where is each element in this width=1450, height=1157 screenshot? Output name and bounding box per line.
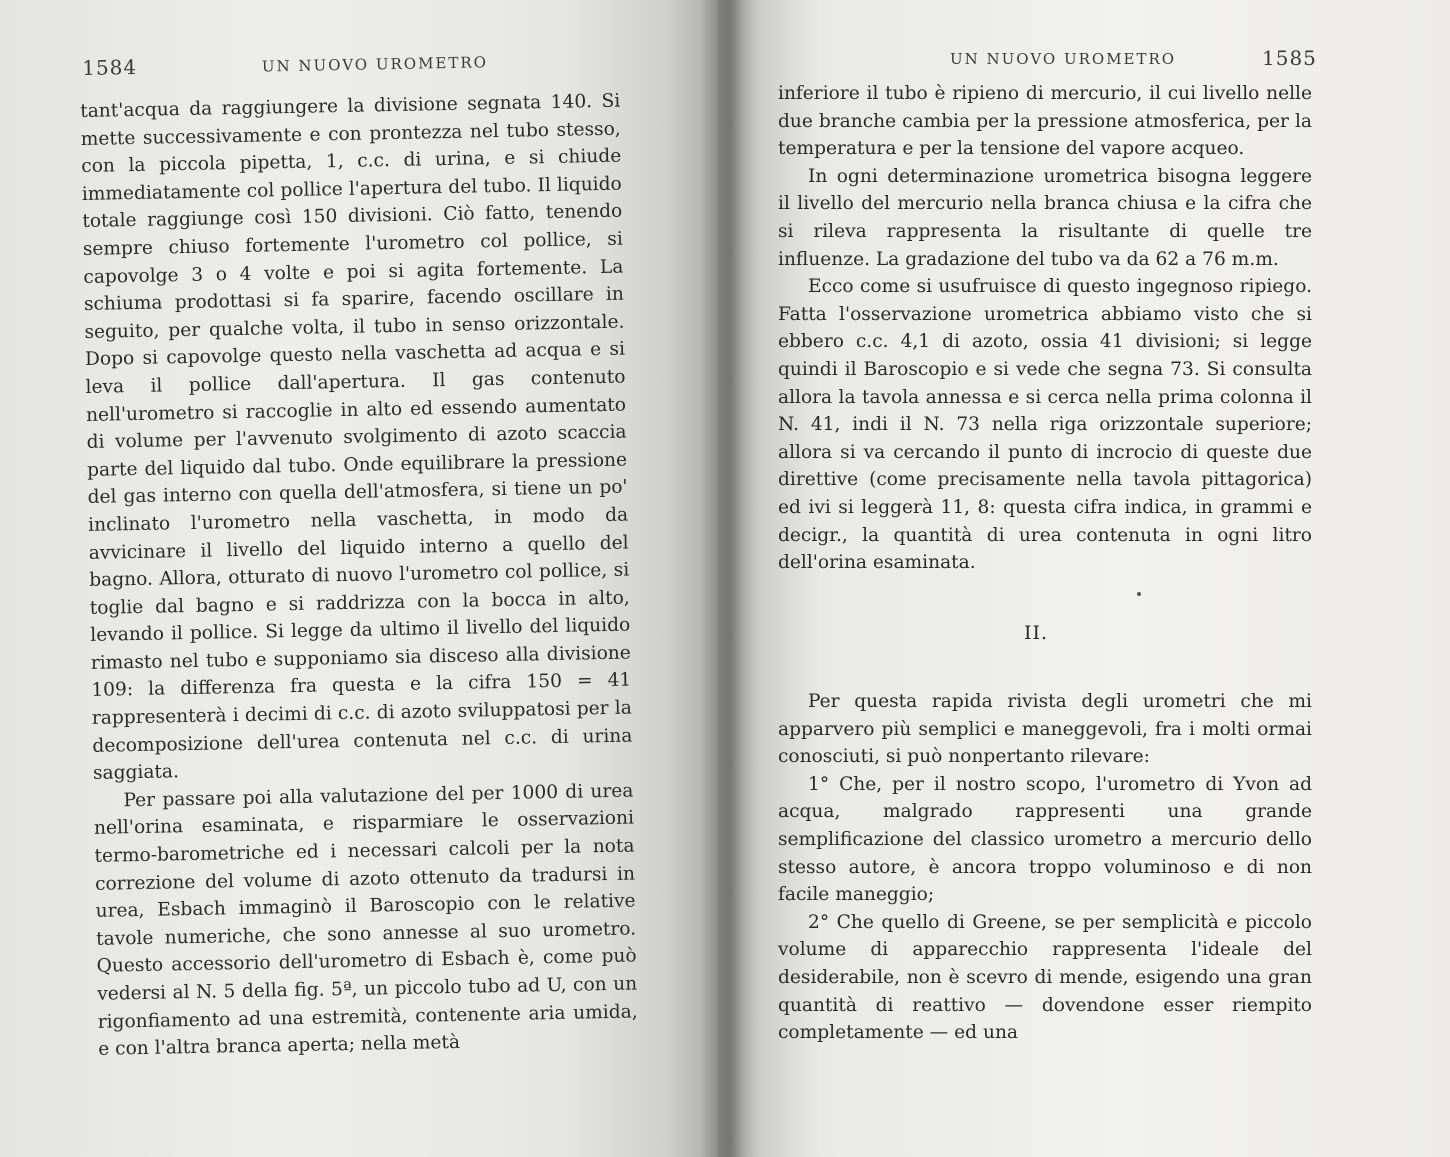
section-paragraph: 1° Che, per il nostro scopo, l'urometro di Yvon ad acqua, malgrado rappresenti una grande semplificazione del classico urometro a mercurio dello stesso autore, è ancora troppo voluminoso e di non facile maneggio; bbox=[778, 773, 1312, 906]
section-text bbox=[778, 688, 1312, 1047]
left-running-title: UN NUOVO UROMETRO bbox=[261, 53, 489, 76]
left-page-number: 1584 bbox=[82, 54, 138, 80]
left-paragraph: tant'acqua da raggiungere la divisione segnata 140. Si mette successivamente e con prontezza nel tubo stesso, con la piccola pipetta, 1, c.c. di urina, e si chiude immediatamente col pollice l'apertura del tubo. Il liquido totale raggiunge così 150 divisioni. Ciò fatto, tenendo sempre chiuso fortemente l'urometro col pollice, si capovolge 3 o 4 volte e poi si agita fortemente. La schiuma prodottasi si fa sparire, facendo oscillare in seguito, per qualche volta, il tubo in senso orizzontale. Dopo si capovolge questo nella vaschetta ad acqua e si leva il pollice dall'apertura. Il gas contenuto nell'urometro si raccoglie in alto ed essendo aumentato di volume per l'avvenuto svolgimento di azoto scaccia parte del liquido dal tubo. Onde equilibrare la pressione del gas interno con quella dell'atmosfera, si tiene un po' inclinato l'urometro nella vaschetta, in modo da avvicinare il livello del liquido interno a quello del bagno. Allora, otturato di nuovo l'urometro col pollice, si toglie dal bagno e si raddrizza con la bocca in alto, levando il pollice. Si legge da ultimo il livello del liquido rimasto nel tubo e supponiamo sia disceso alla divisione 109: la differenza fra questa e la cifra 150 = 41 rappresenterà i decimi di c.c. di azoto sviluppatosi per la decomposizione dell'urea contenuta nel c.c. di urina saggiata. bbox=[80, 90, 633, 785]
right-page-number: 1585 bbox=[1262, 46, 1317, 70]
section-heading: II. bbox=[1024, 622, 1049, 644]
right-page-text bbox=[778, 80, 1312, 577]
right-paragraph: In ogni determinazione urometrica bisogna leggere il livello del mercurio nella branca chiusa e la cifra che si rileva rappresenta la risultante di quelle tre influenze. La gradazione del tubo va da 62 a 76 m.m. bbox=[778, 165, 1312, 270]
right-paragraph: Ecco come si usufruisce di questo ingegnoso ripiego. Fatta l'osservazione urometrica abbiamo visto che si ebbero c.c. 4,1 di azoto, ossia 41 divisioni; si legge quindi il Baroscopio e si vede che segna 73. Si consulta allora la tavola annessa e si cerca nella prima colonna il N. 41, indi il N. 73 nella riga orizzontale superiore; allora si va cercando il punto di incrocio di queste due direttive (come precisamente nella tavola pittagorica) ed ivi si leggerà 11, 8: questa cifra indica, in grammi e decigr., la quantità di urea contenuta in ogni litro dell'orina esaminata. bbox=[778, 276, 1312, 574]
section-paragraph: Per questa rapida rivista degli urometri che mi apparvero più semplici e maneggevoli, fra i molti ormai conosciuti, si può nonpertanto rilevare: bbox=[778, 691, 1312, 768]
left-paragraph: Per passare poi alla valutazione del per 1000 di urea nell'orina esaminata, e risparmiare le osservazioni termo-barometriche ed i necessari calcoli per la nota correzione del volume di azoto ottenuto da tradursi in urea, Esbach immaginò il Baroscopio con le relative tavole numeriche, che sono annesse al suo urometro. Questo accessorio dell'urometro di Esbach è, come può vedersi al N. 5 della fig. 5ª, un piccolo tubo ad U, con un rigonfiamento ad una estremità, contenente aria umida, e con l'altra branca aperta; nella metà bbox=[93, 780, 638, 1061]
right-paragraph: inferiore il tubo è ripieno di mercurio, il cui livello nelle due branche cambia per la pressione atmosferica, per la temperatura e per la tensione del vapore acqueo. bbox=[778, 83, 1312, 160]
right-page-header bbox=[950, 46, 1317, 70]
right-running-title: UN NUOVO UROMETRO bbox=[950, 50, 1177, 68]
section-paragraph: 2° Che quello di Greene, se per semplicità e piccolo volume di apparecchio rappresenta l'ideale del desiderabile, non è scevro di mende, esigendo una gran quantità di reattivo — dovendone esser riempito completamente — ed una bbox=[778, 911, 1312, 1044]
left-page-text bbox=[80, 88, 638, 1064]
print-speck bbox=[1137, 592, 1141, 596]
